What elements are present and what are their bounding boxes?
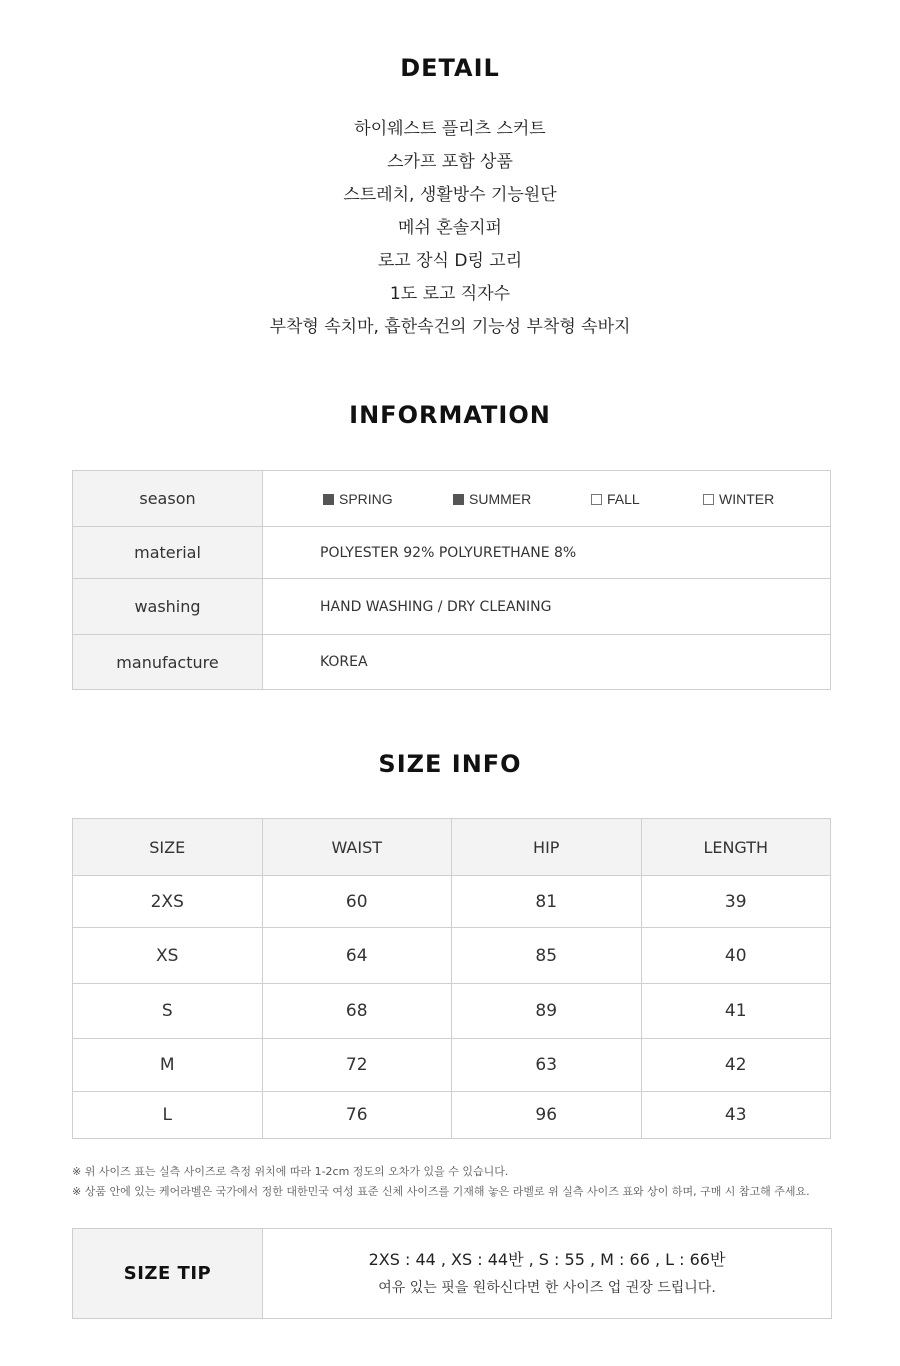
table-row bbox=[73, 1092, 831, 1139]
manufacture-value: KOREA bbox=[263, 635, 831, 690]
waist-cell: 72 bbox=[262, 1039, 452, 1092]
waist-cell: 76 bbox=[262, 1092, 452, 1139]
material-value: POLYESTER 92% POLYURETHANE 8% bbox=[263, 527, 831, 579]
header-hip: HIP bbox=[452, 819, 642, 876]
size-cell: XS bbox=[73, 928, 263, 984]
size-tip-label: SIZE TIP bbox=[73, 1229, 263, 1319]
waist-cell: 68 bbox=[262, 984, 452, 1039]
detail-line: 1도 로고 직자수 bbox=[389, 284, 511, 304]
size-info-title: SIZE INFO bbox=[378, 750, 522, 778]
size-cell: 2XS bbox=[73, 876, 263, 928]
table-row bbox=[73, 876, 831, 928]
hip-cell: 89 bbox=[452, 984, 642, 1039]
size-tip-mapping: 2XS : 44 , XS : 44반 , S : 55 , M : 66 , L : 66반 bbox=[368, 1249, 726, 1269]
hip-cell: 81 bbox=[452, 876, 642, 928]
header-length: LENGTH bbox=[641, 819, 831, 876]
checkbox-icon bbox=[323, 494, 334, 505]
season-name: FALL bbox=[607, 491, 640, 507]
information-title: INFORMATION bbox=[349, 401, 551, 429]
table-row bbox=[73, 984, 831, 1039]
size-note: ※ 상품 안에 있는 케어라벨은 국가에서 정한 대한민국 여성 표준 신체 사이즈를 기재해 놓은 라벨로 위 실측 사이즈 표와 상이 하며, 구매 시 참고해 주세요. bbox=[72, 1185, 810, 1198]
size-table bbox=[72, 818, 831, 1139]
detail-line: 스카프 포함 상품 bbox=[387, 152, 513, 172]
season-option-summer bbox=[453, 491, 531, 507]
hip-cell: 96 bbox=[452, 1092, 642, 1139]
material-label: material bbox=[73, 527, 263, 579]
detail-line: 부착형 속치마, 흡한속건의 기능성 부착형 속바지 bbox=[269, 317, 631, 337]
size-cell: M bbox=[73, 1039, 263, 1092]
table-row bbox=[73, 1039, 831, 1092]
information-table bbox=[72, 470, 831, 690]
season-option-spring bbox=[323, 491, 393, 507]
table-row bbox=[73, 928, 831, 984]
material-row bbox=[73, 527, 831, 579]
season-row bbox=[73, 471, 831, 527]
checkbox-icon bbox=[453, 494, 464, 505]
season-option-fall bbox=[591, 491, 640, 507]
size-tip-content bbox=[263, 1229, 832, 1319]
checkbox-icon bbox=[703, 494, 714, 505]
size-note: ※ 위 사이즈 표는 실측 사이즈로 측정 위치에 따라 1-2cm 정도의 오차가 있을 수 있습니다. bbox=[72, 1165, 509, 1178]
washing-value: HAND WASHING / DRY CLEANING bbox=[263, 579, 831, 635]
waist-cell: 64 bbox=[262, 928, 452, 984]
season-options bbox=[263, 471, 831, 527]
header-size: SIZE bbox=[73, 819, 263, 876]
season-name: SPRING bbox=[339, 491, 393, 507]
detail-line: 로고 장식 D링 고리 bbox=[377, 251, 523, 271]
size-tip-advice: 여유 있는 핏을 원하신다면 한 사이즈 업 권장 드립니다. bbox=[378, 1279, 716, 1296]
season-option-winter bbox=[703, 491, 774, 507]
washing-row bbox=[73, 579, 831, 635]
length-cell: 39 bbox=[641, 876, 831, 928]
detail-title: DETAIL bbox=[400, 54, 500, 82]
size-cell: S bbox=[73, 984, 263, 1039]
manufacture-row bbox=[73, 635, 831, 690]
size-table-header bbox=[73, 819, 831, 876]
waist-cell: 60 bbox=[262, 876, 452, 928]
detail-line: 하이웨스트 플리츠 스커트 bbox=[354, 119, 546, 139]
manufacture-label: manufacture bbox=[73, 635, 263, 690]
season-name: WINTER bbox=[719, 491, 775, 507]
detail-list bbox=[0, 116, 900, 347]
length-cell: 40 bbox=[641, 928, 831, 984]
length-cell: 43 bbox=[641, 1092, 831, 1139]
length-cell: 41 bbox=[641, 984, 831, 1039]
detail-line: 메쉬 혼솔지퍼 bbox=[398, 218, 502, 238]
size-cell: L bbox=[73, 1092, 263, 1139]
washing-label: washing bbox=[73, 579, 263, 635]
hip-cell: 85 bbox=[452, 928, 642, 984]
season-label: season bbox=[73, 471, 263, 527]
size-tip-row bbox=[73, 1229, 832, 1319]
checkbox-icon bbox=[591, 494, 602, 505]
hip-cell: 63 bbox=[452, 1039, 642, 1092]
length-cell: 42 bbox=[641, 1039, 831, 1092]
header-waist: WAIST bbox=[262, 819, 452, 876]
detail-line: 스트레치, 생활방수 기능원단 bbox=[343, 185, 557, 205]
season-name: SUMMER bbox=[469, 491, 532, 507]
size-notes bbox=[72, 1162, 852, 1202]
size-tip-table bbox=[72, 1228, 832, 1319]
